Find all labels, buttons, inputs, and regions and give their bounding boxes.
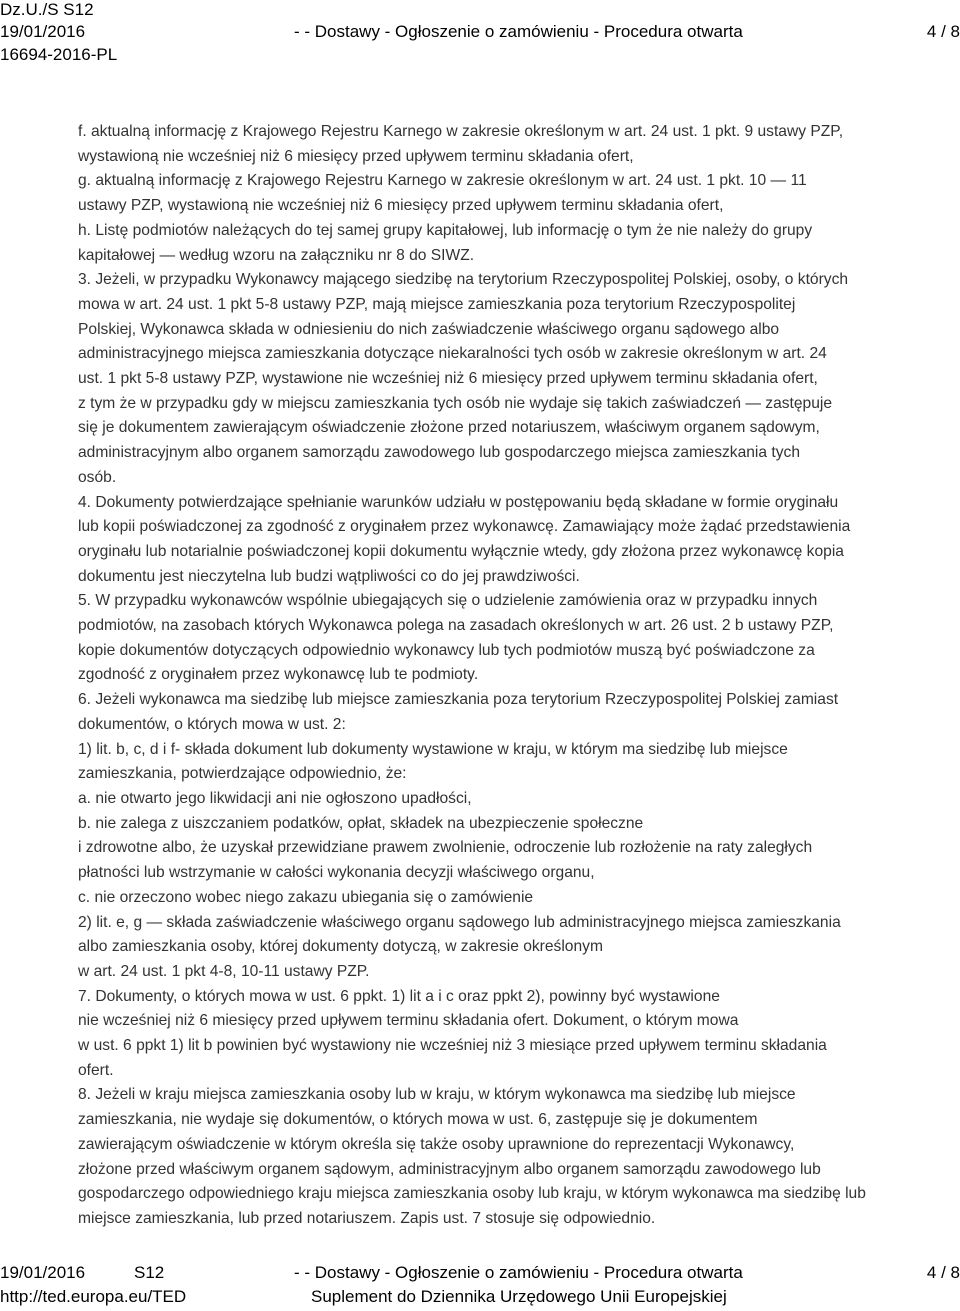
body-text-line: f. aktualną informację z Krajowego Rejestru Karnego w zakresie określonym w art. 24 ust. 1 pkt. 9 ustawy PZP, [78, 123, 844, 140]
document-body [78, 120, 958, 1232]
body-text-line: kapitałowej — według wzoru na załączniku nr 8 do SIWZ. [78, 246, 475, 264]
body-text-line: w art. 24 ust. 1 pkt 4-8, 10-11 ustawy PZP. [78, 962, 370, 980]
body-text-line: kopie dokumentów dotyczących odpowiednio wykonawcy lub tych podmiotów muszą być poświadczone za [78, 641, 815, 659]
footer-url: http://ted.europa.eu/TED [0, 1287, 187, 1306]
header-title: - - Dostawy - Ogłoszenie o zamówieniu - Procedura otwarta [294, 22, 743, 41]
body-text-line: 5. W przypadku wykonawców wspólnie ubiegających się o udzielenie zamówienia oraz w przypadku innych [78, 592, 818, 610]
body-text-line: gospodarczego odpowiedniego kraju miejsca zamieszkania osoby lub kraju, w którym wykonawca ma siedzibę lub [78, 1185, 866, 1203]
body-text-line: 3. Jeżeli, w przypadku Wykonawcy mającego siedzibę na terytorium Rzeczypospolitej Polskiej, osoby, o których [78, 271, 849, 289]
body-text-line: administracyjnym albo organem samorządu zawodowego lub gospodarczego miejsca zamieszkania tych [78, 444, 801, 462]
body-text-line: zawierającym oświadczenie w którym określa się także osoby uprawnione do reprezentacji Wykonawcy, [78, 1135, 795, 1153]
body-text-line: Polskiej, Wykonawca składa w odniesieniu do nich zaświadczenie właściwego organu sądowego albo [78, 320, 780, 338]
header-page-number: 4 / 8 [926, 22, 960, 41]
body-text-line: płatności lub wstrzymanie w całości wykonania decyzji właściwego organu, [78, 864, 595, 882]
body-text-line: 7. Dokumenty, o których mowa w ust. 6 ppkt. 1) lit a i c oraz ppkt 2), powinny być wystawione [78, 987, 720, 1005]
header-row-3 [0, 45, 960, 65]
body-text-line: dokumentu jest nieczytelna lub budzi wątpliwości co do jej prawdziwości. [78, 567, 580, 585]
body-text-line: z tym że w przypadku gdy w miejscu zamieszkania tych osób nie wydaje się takich zaświadczeń — zastępuje [78, 394, 833, 412]
footer-series: S12 [134, 1263, 165, 1282]
body-text-line: nie wcześniej niż 6 miesięcy przed upływem terminu składania ofert. Dokument, o którym mowa [78, 1012, 739, 1030]
footer-title: - - Dostawy - Ogłoszenie o zamówieniu - Procedura otwarta [294, 1263, 743, 1282]
page-header [0, 0, 960, 70]
body-text-line: się je dokumentem zawierającym oświadczenie złożone przed notariuszem, właściwym organem sądowym, [78, 419, 820, 437]
body-text-line: złożone przed właściwym organem sądowym, administracyjnym albo organem samorządu zawodowego lub [78, 1160, 821, 1178]
body-text-line: zgodność z oryginałem przez wykonawcę lub te podmioty. [78, 666, 479, 684]
body-text-line: dokumentów, o których mowa w ust. 2: [78, 715, 346, 733]
body-text-line: w ust. 6 ppkt 1) lit b powinien być wystawiony nie wcześniej niż 3 miesiące przed upływem terminu składania [78, 1037, 827, 1055]
body-text-line: mowa w art. 24 ust. 1 pkt 5-8 ustawy PZP, mają miejsce zamieszkania poza terytorium Rzeczypospolitej [78, 295, 796, 313]
body-text-line: 4. Dokumenty potwierdzające spełnianie warunków udziału w postępowaniu będą składane w formie oryginału [78, 493, 839, 511]
body-text-line: 8. Jeżeli w kraju miejsca zamieszkania osoby lub w kraju, w którym wykonawca ma siedzibę lub miejsce [78, 1086, 796, 1104]
body-text-line: 1) lit. b, c, d i f- składa dokument lub dokumenty wystawione w kraju, w którym ma siedzibę lub miejsce [78, 740, 788, 758]
footer-page-number: 4 / 8 [926, 1263, 960, 1282]
body-text-line: a. nie otwarto jego likwidacji ani nie ogłoszono upadłości, [78, 789, 472, 807]
footer-date: 19/01/2016 [0, 1263, 86, 1282]
body-text-line: albo zamieszkania osoby, której dokumenty dotyczą, w zakresie określonym [78, 938, 603, 956]
header-date: 19/01/2016 [0, 22, 86, 41]
body-text-line: 2) lit. e, g — składa zaświadczenie właściwego organu sądowego lub administracyjnego miejsca zamieszkania [78, 913, 841, 931]
body-text-line: ustawy PZP, wystawioną nie wcześniej niż 6 miesięcy przed upływem terminu składania ofert, [78, 197, 724, 215]
body-text-line: oryginału lub notarialnie poświadczonej kopii dokumentu wyłącznie wtedy, gdy złożona przez wykonawcę kopia [78, 542, 844, 560]
body-text-line: i zdrowotne albo, że uzyskał przewidziane prawem zwolnienie, odroczenie lub rozłożenie na raty zaległych [78, 839, 813, 857]
notice-id: 16694-2016-PL [0, 45, 118, 64]
body-text-line: wystawioną nie wcześniej niż 6 miesięcy przed upływem terminu składania ofert, [78, 147, 634, 165]
body-text-line: 6. Jeżeli wykonawca ma siedzibę lub miejsce zamieszkania poza terytorium Rzeczypospolitej Polskiej zamiast [78, 691, 839, 709]
body-text-line: osób. [78, 468, 117, 486]
body-text-line: c. nie orzeczono wobec niego zakazu ubiegania się o zamówienie [78, 888, 534, 906]
body-text-line: zamieszkania, nie wydaje się dokumentów, o których mowa w ust. 6, zastępuje się je dokumentem [78, 1111, 758, 1129]
body-text-line: zamieszkania, potwierdzające odpowiednio, że: [78, 765, 407, 783]
body-text-line: podmiotów, na zasobach których Wykonawca polega na zasadach określonych w art. 26 ust. 2 b ustawy PZP, [78, 617, 834, 635]
body-text-line: g. aktualną informację z Krajowego Rejestru Karnego w zakresie określonym w art. 24 ust. 1 pkt. 10 — 11 [78, 172, 807, 190]
footer-supplement: Suplement do Dziennika Urzędowego Unii Europejskiej [311, 1287, 727, 1306]
body-text-line: lub kopii poświadczonej za zgodność z oryginałem przez wykonawcę. Zamawiający może żądać przedstawienia [78, 518, 851, 536]
page-footer [0, 1263, 960, 1311]
body-text-line: ofert. [78, 1061, 114, 1079]
body-text-line: administracyjnego miejsca zamieszkania dotyczące niekaralności tych osób w zakresie określonym w art. 24 [78, 345, 827, 363]
body-text-line: ust. 1 pkt 5-8 ustawy PZP, wystawione nie wcześniej niż 6 miesięcy przed upływem terminu składania ofert, [78, 370, 818, 388]
footer-row-1 [0, 1263, 960, 1283]
header-row-1 [0, 0, 960, 20]
body-text-line: miejsce zamieszkania, lub przed notariuszem. Zapis ust. 7 stosuje się odpowiednio. [78, 1209, 656, 1227]
body-text-line: h. Listę podmiotów należących do tej samej grupy kapitałowej, lub informację o tym że nie należy do grupy [78, 221, 813, 239]
header-row-2 [0, 22, 960, 42]
body-text-line: b. nie zalega z uiszczaniem podatków, opłat, składek na ubezpieczenie społeczne [78, 814, 644, 832]
journal-reference: Dz.U./S S12 [0, 0, 94, 19]
footer-row-2 [0, 1287, 960, 1307]
